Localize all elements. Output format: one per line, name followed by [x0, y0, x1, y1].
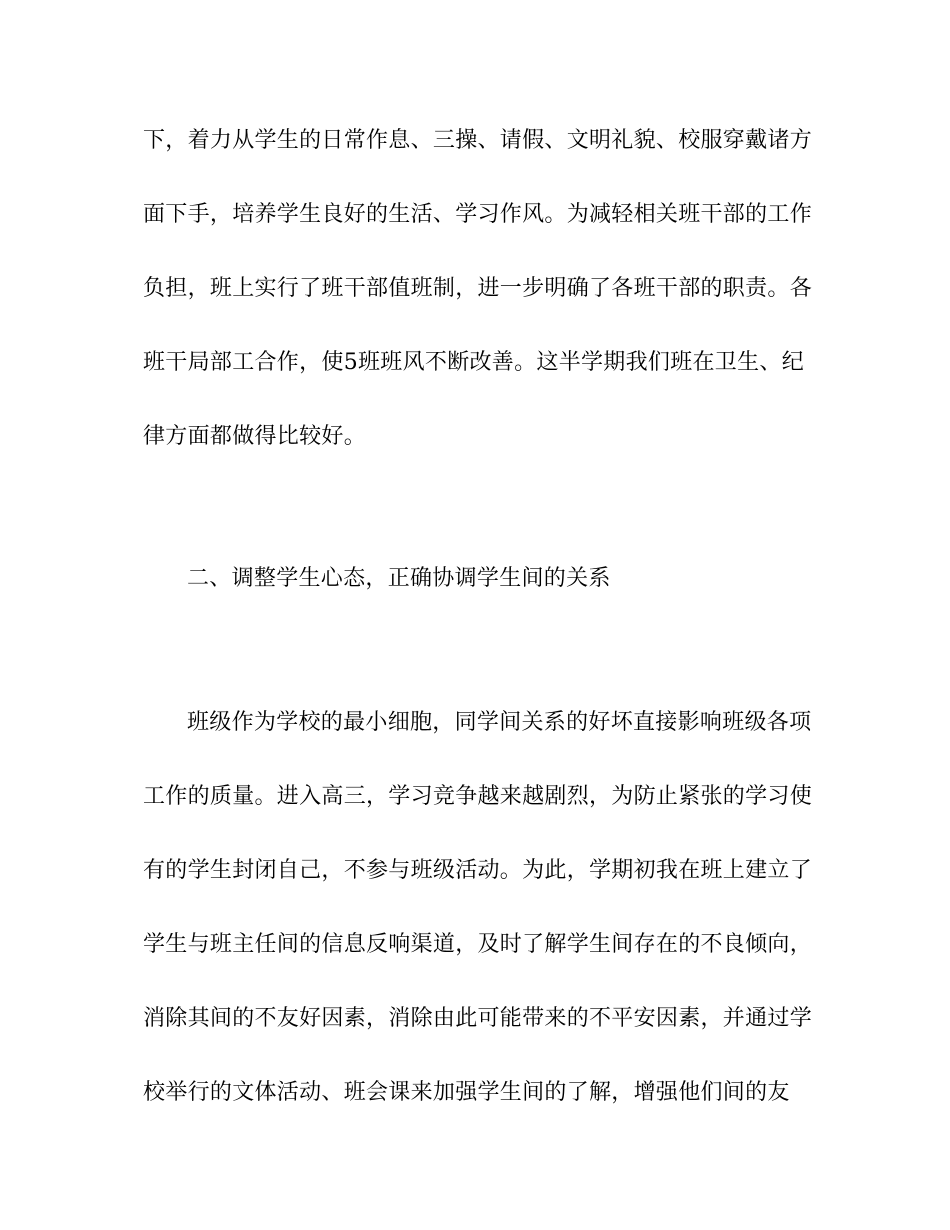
section-heading: 二、调整学生心态，正确协调学生间的关系 [187, 566, 611, 591]
paragraph2-line-3: 有的学生封闭自己，不参与班级活动。为此，学期初我在班上建立了 [143, 858, 813, 883]
paragraph2-line-6: 校举行的文体活动、班会课来加强学生间的了解，增强他们间的友 [143, 1080, 790, 1105]
paragraph2-line-1: 班级作为学校的最小细胞，同学间关系的好坏直接影响班级各项 [187, 710, 812, 735]
paragraph2-line-5: 消除其间的不友好因素，消除由此可能带来的不平安因素，并通过学 [143, 1006, 813, 1031]
paragraph1-line-2: 面下手，培养学生良好的生活、学习作风。为减轻相关班干部的工作 [143, 202, 813, 227]
paragraph2-line-4: 学生与班主任间的信息反响渠道，及时了解学生间存在的不良倾向， [143, 932, 813, 957]
paragraph2-line-2: 工作的质量。进入高三，学习竞争越来越剧烈，为防止紧张的学习使 [143, 784, 813, 809]
paragraph1-line-4: 班干局部工合作，使5班班风不断改善。这半学期我们班在卫生、纪 [143, 350, 804, 375]
paragraph1-line-1: 下，着力从学生的日常作息、三操、请假、文明礼貌、校服穿戴诸方 [143, 128, 813, 153]
paragraph1-line-3: 负担，班上实行了班干部值班制，进一步明确了各班干部的职责。各 [143, 276, 813, 301]
paragraph1-line-5: 律方面都做得比较好。 [143, 424, 367, 449]
